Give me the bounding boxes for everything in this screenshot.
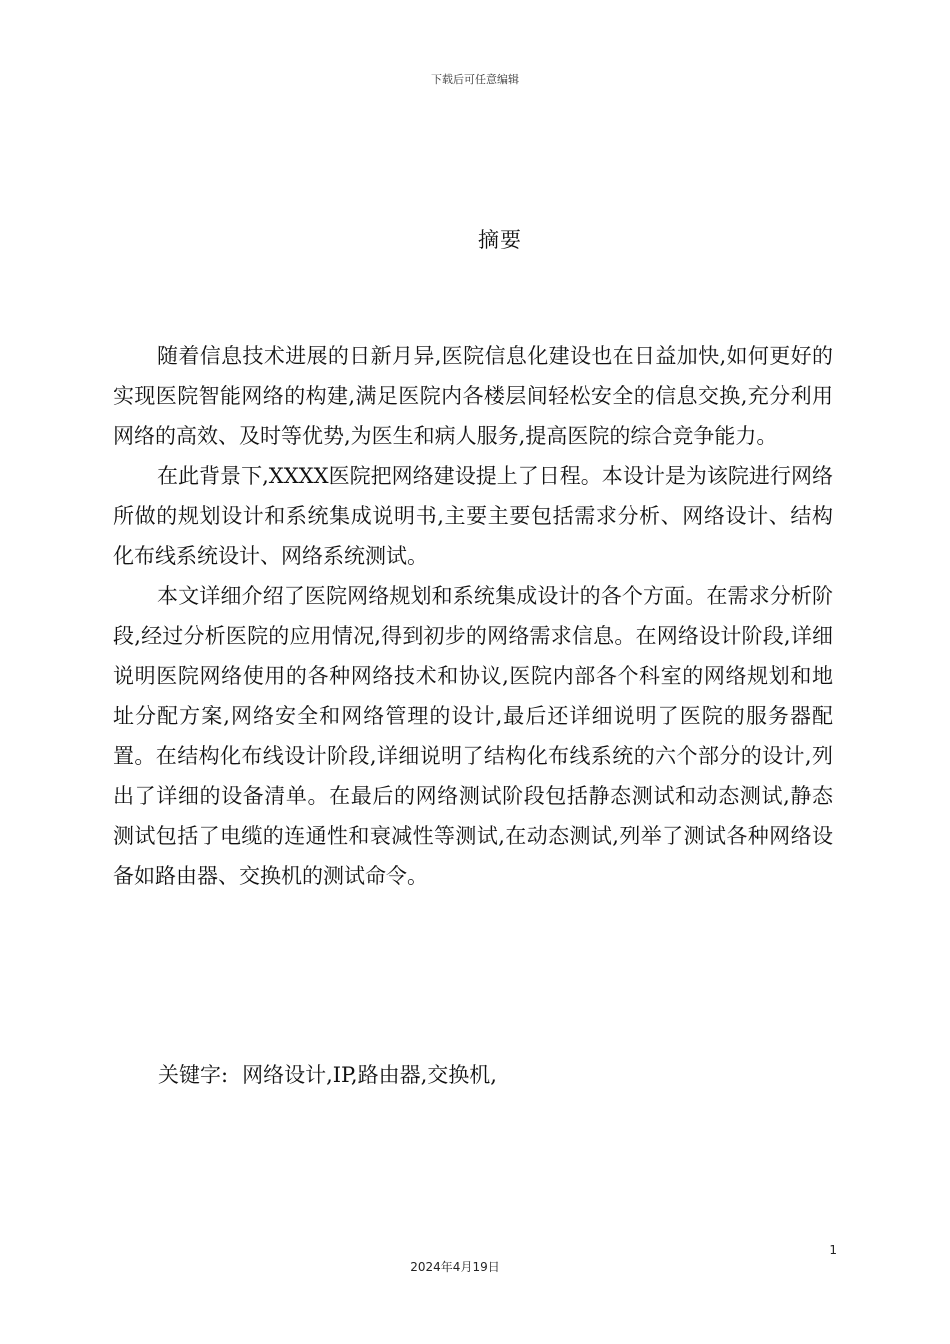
header-note: 下载后可任意编辑	[431, 73, 519, 86]
page-number: 1	[829, 1243, 837, 1257]
footer-date: 2024年4月19日	[410, 1260, 500, 1274]
keywords-line	[158, 1055, 497, 1095]
keywords-value: 网络设计,IP,路由器,交换机,	[242, 1063, 497, 1087]
abstract-paragraph-1: 随着信息技术进展的日新月异,医院信息化建设也在日益加快,如何更好的实现医院智能网络的构建,满足医院内各楼层间轻松安全的信息交换,充分利用网络的高效、及时等优势,为医生和病人服务,提高医院的综合竞争能力。	[113, 344, 833, 448]
keywords-label: 关键字:	[158, 1063, 229, 1087]
abstract-paragraph-2: 在此背景下,XXXX医院把网络建设提上了日程。本设计是为该院进行网络所做的规划设计和系统集成说明书,主要主要包括需求分析、网络设计、结构化布线系统设计、网络系统测试。	[113, 464, 833, 568]
abstract-paragraph-3: 本文详细介绍了医院网络规划和系统集成设计的各个方面。在需求分析阶段,经过分析医院的应用情况,得到初步的网络需求信息。在网络设计阶段,详细说明医院网络使用的各种网络技术和协议,医院内部各个科室的网络规划和地址分配方案,网络安全和网络管理的设计,最后还详细说明了医院的服务器配置。在结构化布线设计阶段,详细说明了结构化布线系统的六个部分的设计,列出了详细的设备清单。在最后的网络测试阶段包括静态测试和动态测试,静态测试包括了电缆的连通性和衰减性等测试,在动态测试,列举了测试各种网络设备如路由器、交换机的测试命令。	[113, 584, 833, 888]
abstract-title: 摘要	[478, 228, 522, 252]
abstract-body	[113, 336, 833, 896]
